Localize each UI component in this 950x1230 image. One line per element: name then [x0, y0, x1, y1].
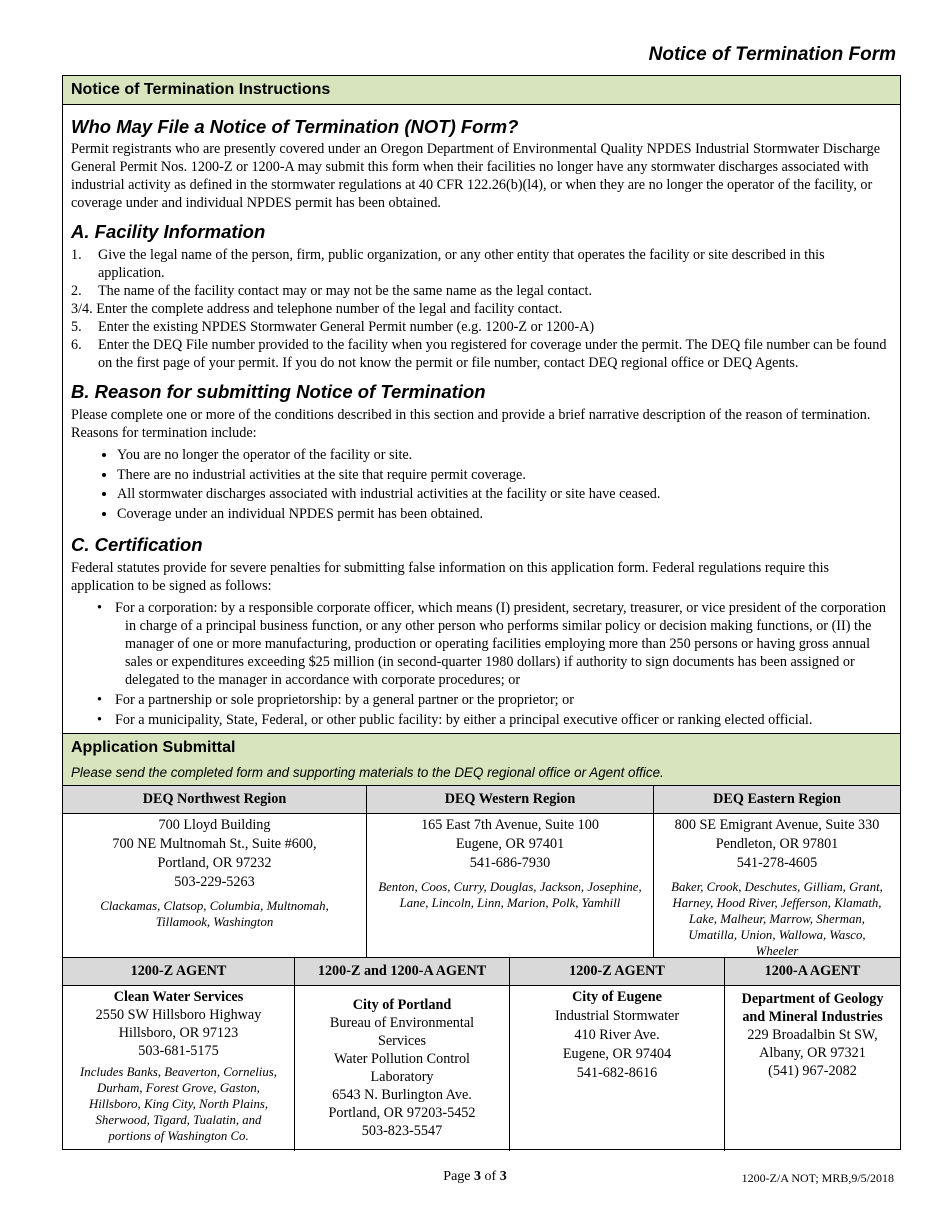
list-item: • All stormwater discharges associated with industrial activities at the facility or site have ceased.	[117, 485, 893, 505]
region-header: DEQ Eastern Region	[654, 786, 901, 814]
region-header: DEQ Western Region	[367, 786, 654, 814]
agents-table	[63, 957, 900, 1151]
regions-table	[63, 785, 900, 960]
list-item: 1. Give the legal name of the person, firm, public organization, or any other entity that operates the facility or site described in this application.	[71, 247, 825, 281]
section-c-list	[71, 599, 893, 729]
who-section	[71, 116, 893, 212]
agent-note: Includes Banks, Beaverton, Cornelius, Durham, Forest Grove, Gaston, Hillsboro, King City, North Plains, Sherwood, Tigard, Tualatin, and portions of Washington Co.	[80, 1065, 277, 1143]
list-item: • For a partnership or sole proprietorship: by a general partner or the proprietor; or	[71, 691, 893, 709]
instructions-title: Notice of Termination Instructions	[63, 76, 900, 105]
section-c-heading: C. Certification	[71, 534, 203, 555]
section-a	[71, 221, 893, 372]
page-number: Page 3 of 3	[443, 1169, 507, 1184]
form-code: 1200-Z/A NOT; MRB,9/5/2018	[741, 1171, 894, 1185]
region-counties: Baker, Crook, Deschutes, Gilliam, Grant, Harney, Hood River, Jefferson, Klamath, Lake, Malheur, Marrow, Sherman, Umatilla, Union, Wallowa, Wasco, Wheeler	[671, 880, 883, 958]
agent-header: 1200-Z AGENT	[63, 958, 295, 986]
instructions-frame	[62, 75, 901, 1150]
list-item: • Coverage under an individual NPDES permit has been obtained.	[117, 505, 893, 525]
agent-cell: Department of Geology and Mineral Industries 229 Broadalbin St SW, Albany, OR 97321 (541) 967-2082	[725, 986, 901, 1151]
agent-header: 1200-Z AGENT	[510, 958, 725, 986]
section-a-heading: A. Facility Information	[71, 221, 266, 242]
agent-cell: City of Portland Bureau of Environmental Services Water Pollution Control Laboratory 6543 N. Burlington Ave. Portland, OR 97203-5452 503-823-5547	[295, 986, 510, 1151]
region-counties: Benton, Coos, Curry, Douglas, Jackson, Josephine, Lane, Lincoln, Linn, Marion, Polk, Yamhill	[378, 880, 642, 910]
list-item: • You are no longer the operator of the facility or site.	[117, 446, 893, 466]
submittal-header	[63, 733, 900, 786]
list-item: 2. The name of the facility contact may or may not be the same name as the legal contact.	[71, 283, 592, 299]
agent-header: 1200-Z and 1200-A AGENT	[295, 958, 510, 986]
list-item: 3/4. Enter the complete address and telephone number of the legal and facility contact.	[71, 301, 563, 317]
who-heading: Who May File a Notice of Termination (NOT) Form?	[71, 116, 519, 137]
region-cell: 800 SE Emigrant Avenue, Suite 330 Pendleton, OR 97801 541-278-4605 Baker, Crook, Deschutes, Gilliam, Grant, Harney, Hood River, Jefferson, Klamath, Lake, Malheur, Marrow, Sherman, Umatilla, Union, Wallowa, Wasco, Wheeler	[654, 814, 901, 960]
section-c	[71, 534, 893, 731]
list-item: • For a corporation: by a responsible corporate officer, which means (I) president, secretary, treasurer, or vice president of the corporation in charge of a principal business function, or any other person who performs similar policy or decision making functions, or (II) the manager of one or more manufacturing, production or operating facilities employing more than 250 persons or having gross annual sales or expenditures exceeding $25 million (in second-quarter 1980 dollars) if authority to sign documents has been assigned or delegated to the manager in accordance with corporate procedures; or	[71, 599, 893, 689]
submittal-title: Application Submittal	[71, 739, 236, 756]
who-text: Permit registrants who are presently covered under an Oregon Department of Environmental Quality NPDES Industrial Stormwater Discharge General Permit Nos. 1200-Z or 1200-A may submit this form when their facilities no longer have any stormwater discharges associated with industrial activity as defined in the stormwater regulations at 40 CFR 122.26(b)(l4), or when they are no longer the operator of the facility, or coverage under and individual NPDES permit has been obtained.	[71, 141, 880, 211]
region-cell: 165 East 7th Avenue, Suite 100 Eugene, OR 97401 541-686-7930 Benton, Coos, Curry, Douglas, Jackson, Josephine, Lane, Lincoln, Linn, Marion, Polk, Yamhill	[367, 814, 654, 960]
region-counties: Clackamas, Clatsop, Columbia, Multnomah, Tillamook, Washington	[100, 899, 329, 929]
section-b	[71, 381, 893, 524]
region-header: DEQ Northwest Region	[63, 786, 367, 814]
region-cell: 700 Lloyd Building 700 NE Multnomah St., Suite #600, Portland, OR 97232 503-229-5263 Clackamas, Clatsop, Columbia, Multnomah, Tillamook, Washington	[63, 814, 367, 960]
submittal-note: Please send the completed form and supporting materials to the DEQ regional office or Agent office.	[71, 765, 664, 780]
section-b-heading: B. Reason for submitting Notice of Termination	[71, 381, 486, 402]
agent-cell: City of Eugene Industrial Stormwater 410 River Ave. Eugene, OR 97404 541-682-8616	[510, 986, 725, 1151]
agent-header: 1200-A AGENT	[725, 958, 901, 986]
agent-cell: Clean Water Services 2550 SW Hillsboro Highway Hillsboro, OR 97123 503-681-5175 Includes Banks, Beaverton, Cornelius, Durham, Forest Grove, Gaston, Hillsboro, King City, North Plains, Sherwood, Tigard, Tualatin, and portions of Washington Co.	[63, 986, 295, 1151]
form-title: Notice of Termination Form	[648, 44, 896, 65]
list-item: • There are no industrial activities at the site that require permit coverage.	[117, 466, 893, 486]
list-item: 5. Enter the existing NPDES Stormwater General Permit number (e.g. 1200-Z or 1200-A)	[71, 319, 595, 335]
list-item: 6. Enter the DEQ File number provided to the facility when you registered for coverage under the permit. The DEQ file number can be found on the first page of your permit. If you do not know the permit or file number, contact DEQ regional office or DEQ Agents.	[71, 337, 887, 371]
list-item: • For a municipality, State, Federal, or other public facility: by either a principal executive officer or ranking elected official.	[71, 711, 893, 729]
section-b-intro: Please complete one or more of the conditions described in this section and provide a brief narrative description of the reason of termination. Reasons for termination include:	[71, 407, 871, 441]
section-b-list	[71, 446, 893, 524]
section-c-intro: Federal statutes provide for severe penalties for submitting false information on this application form. Federal regulations require this application to be signed as follows:	[71, 560, 830, 594]
section-a-list	[71, 246, 893, 372]
